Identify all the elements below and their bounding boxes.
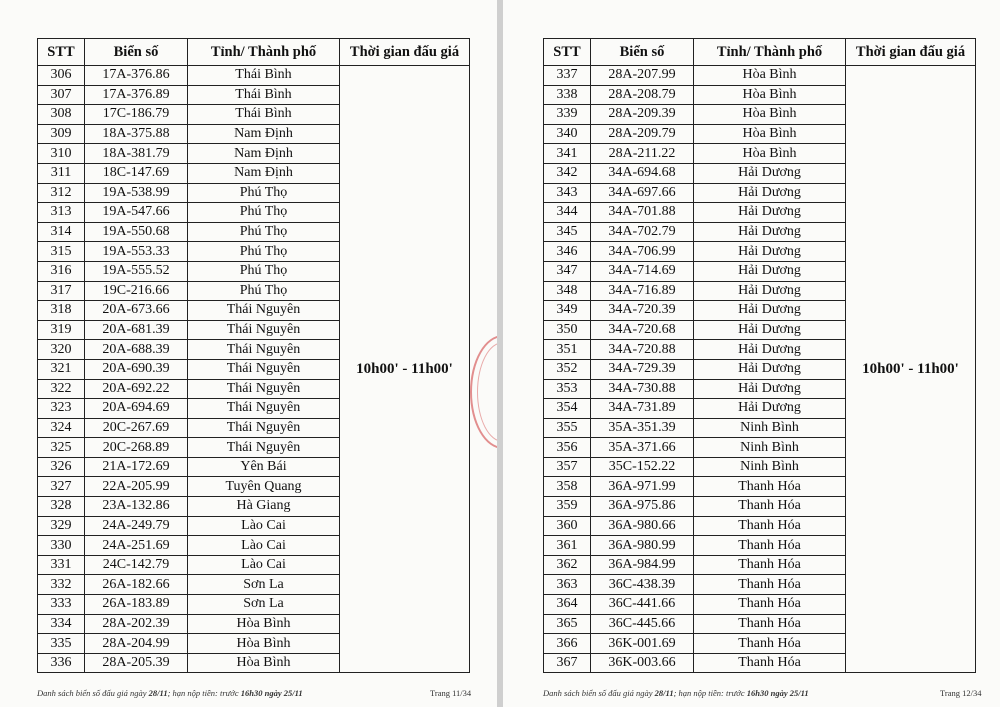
plate-cell: 20A-681.39: [85, 320, 188, 340]
plate-cell: 17C-186.79: [85, 105, 188, 125]
province-cell: Thái Nguyên: [188, 399, 340, 419]
plate-cell: 36C-445.66: [591, 614, 694, 634]
stt-cell: 319: [38, 320, 85, 340]
footer-date: 28/11: [148, 688, 168, 698]
province-cell: Thanh Hóa: [694, 536, 846, 556]
header-province: Tỉnh/ Thành phố: [694, 39, 846, 66]
province-cell: Thanh Hóa: [694, 497, 846, 517]
stt-cell: 344: [544, 203, 591, 223]
header-stt: STT: [38, 39, 85, 66]
stt-cell: 333: [38, 595, 85, 615]
province-cell: Nam Định: [188, 144, 340, 164]
province-cell: Hà Giang: [188, 497, 340, 517]
province-cell: Thái Bình: [188, 105, 340, 125]
province-cell: Sơn La: [188, 595, 340, 615]
footer-deadline: 16h30 ngày 25/11: [746, 688, 809, 698]
province-cell: Hải Dương: [694, 281, 846, 301]
province-cell: Hòa Bình: [188, 634, 340, 654]
page-number: Trang 12/34: [940, 688, 982, 698]
province-cell: Hòa Bình: [694, 105, 846, 125]
stt-cell: 365: [544, 614, 591, 634]
plate-cell: 18A-381.79: [85, 144, 188, 164]
province-cell: Hải Dương: [694, 261, 846, 281]
plate-cell: 20A-688.39: [85, 340, 188, 360]
plate-cell: 28A-205.39: [85, 653, 188, 673]
plate-cell: 26A-182.66: [85, 575, 188, 595]
province-cell: Phú Thọ: [188, 222, 340, 242]
province-cell: Hải Dương: [694, 399, 846, 419]
document-page-right: [503, 0, 1000, 707]
stt-cell: 350: [544, 320, 591, 340]
plate-cell: 34A-731.89: [591, 399, 694, 419]
province-cell: Thanh Hóa: [694, 477, 846, 497]
stt-cell: 310: [38, 144, 85, 164]
province-cell: Thái Nguyên: [188, 301, 340, 321]
province-cell: Hải Dương: [694, 163, 846, 183]
plate-cell: 34A-720.88: [591, 340, 694, 360]
plate-cell: 24C-142.79: [85, 555, 188, 575]
stt-cell: 327: [38, 477, 85, 497]
province-cell: Hòa Bình: [694, 144, 846, 164]
plate-cell: 17A-376.89: [85, 85, 188, 105]
stt-cell: 345: [544, 222, 591, 242]
stt-cell: 355: [544, 418, 591, 438]
province-cell: Thái Bình: [188, 66, 340, 86]
plate-cell: 34A-701.88: [591, 203, 694, 223]
plate-table-left: [37, 38, 470, 673]
province-cell: Hải Dương: [694, 242, 846, 262]
plate-cell: 26A-183.89: [85, 595, 188, 615]
stt-cell: 366: [544, 634, 591, 654]
plate-cell: 36A-984.99: [591, 555, 694, 575]
header-plate: Biển số: [85, 39, 188, 66]
auction-time-cell: 10h00' - 11h00': [846, 66, 976, 673]
province-cell: Phú Thọ: [188, 203, 340, 223]
stt-cell: 352: [544, 359, 591, 379]
plate-cell: 21A-172.69: [85, 457, 188, 477]
province-cell: Thái Nguyên: [188, 359, 340, 379]
stt-cell: 347: [544, 261, 591, 281]
province-cell: Nam Định: [188, 163, 340, 183]
stt-cell: 316: [38, 261, 85, 281]
stt-cell: 314: [38, 222, 85, 242]
province-cell: Hòa Bình: [694, 66, 846, 86]
province-cell: Nam Định: [188, 124, 340, 144]
province-cell: Thanh Hóa: [694, 634, 846, 654]
province-cell: Lào Cai: [188, 516, 340, 536]
plate-cell: 35A-371.66: [591, 438, 694, 458]
province-cell: Hòa Bình: [694, 85, 846, 105]
plate-cell: 34A-694.68: [591, 163, 694, 183]
stt-cell: 326: [38, 457, 85, 477]
stt-cell: 362: [544, 555, 591, 575]
plate-cell: 34A-716.89: [591, 281, 694, 301]
plate-cell: 18A-375.88: [85, 124, 188, 144]
province-cell: Ninh Bình: [694, 457, 846, 477]
plate-cell: 35C-152.22: [591, 457, 694, 477]
footer-prefix: Danh sách biển số đấu giá ngày: [543, 688, 655, 698]
stt-cell: 325: [38, 438, 85, 458]
stt-cell: 335: [38, 634, 85, 654]
plate-cell: 28A-209.39: [591, 105, 694, 125]
stt-cell: 339: [544, 105, 591, 125]
province-cell: Ninh Bình: [694, 438, 846, 458]
page-number: Trang 11/34: [430, 688, 472, 698]
stt-cell: 317: [38, 281, 85, 301]
stt-cell: 340: [544, 124, 591, 144]
stt-cell: 367: [544, 653, 591, 673]
plate-cell: 34A-697.66: [591, 183, 694, 203]
stt-cell: 329: [38, 516, 85, 536]
province-cell: Phú Thọ: [188, 261, 340, 281]
plate-cell: 20A-690.39: [85, 359, 188, 379]
province-cell: Lào Cai: [188, 555, 340, 575]
stt-cell: 337: [544, 66, 591, 86]
plate-cell: 20C-268.89: [85, 438, 188, 458]
stt-cell: 363: [544, 575, 591, 595]
stt-cell: 321: [38, 359, 85, 379]
stt-cell: 334: [38, 614, 85, 634]
stt-cell: 357: [544, 457, 591, 477]
province-cell: Hải Dương: [694, 320, 846, 340]
plate-cell: 24A-249.79: [85, 516, 188, 536]
stt-cell: 354: [544, 399, 591, 419]
footer-date: 28/11: [654, 688, 674, 698]
footer-deadline: 16h30 ngày 25/11: [240, 688, 303, 698]
stt-cell: 311: [38, 163, 85, 183]
plate-cell: 36A-980.99: [591, 536, 694, 556]
stt-cell: 343: [544, 183, 591, 203]
province-cell: Yên Bái: [188, 457, 340, 477]
auction-time-cell: 10h00' - 11h00': [340, 66, 470, 673]
stt-cell: 308: [38, 105, 85, 125]
stt-cell: 318: [38, 301, 85, 321]
province-cell: Hòa Bình: [188, 653, 340, 673]
plate-cell: 24A-251.69: [85, 536, 188, 556]
plate-cell: 36C-438.39: [591, 575, 694, 595]
footer-prefix: Danh sách biển số đấu giá ngày: [37, 688, 149, 698]
province-cell: Thanh Hóa: [694, 653, 846, 673]
plate-cell: 35A-351.39: [591, 418, 694, 438]
header-plate: Biển số: [591, 39, 694, 66]
plate-cell: 19C-216.66: [85, 281, 188, 301]
footer-middle: ; hạn nộp tiền: trước: [167, 688, 241, 698]
stt-cell: 312: [38, 183, 85, 203]
province-cell: Hải Dương: [694, 379, 846, 399]
stt-cell: 346: [544, 242, 591, 262]
stt-cell: 348: [544, 281, 591, 301]
stt-cell: 330: [38, 536, 85, 556]
province-cell: Hòa Bình: [694, 124, 846, 144]
plate-cell: 23A-132.86: [85, 497, 188, 517]
plate-cell: 28A-209.79: [591, 124, 694, 144]
stt-cell: 349: [544, 301, 591, 321]
province-cell: Hòa Bình: [188, 614, 340, 634]
plate-cell: 17A-376.86: [85, 66, 188, 86]
province-cell: Thanh Hóa: [694, 614, 846, 634]
stt-cell: 358: [544, 477, 591, 497]
stt-cell: 359: [544, 497, 591, 517]
plate-cell: 28A-211.22: [591, 144, 694, 164]
stt-cell: 324: [38, 418, 85, 438]
plate-cell: 28A-207.99: [591, 66, 694, 86]
province-cell: Thanh Hóa: [694, 555, 846, 575]
plate-cell: 36A-980.66: [591, 516, 694, 536]
table-header-row: [38, 39, 470, 66]
plate-cell: 34A-720.39: [591, 301, 694, 321]
province-cell: Thanh Hóa: [694, 595, 846, 615]
table-row: [544, 66, 976, 86]
province-cell: Thanh Hóa: [694, 575, 846, 595]
stt-cell: 306: [38, 66, 85, 86]
plate-cell: 36K-003.66: [591, 653, 694, 673]
stt-cell: 320: [38, 340, 85, 360]
stt-cell: 356: [544, 438, 591, 458]
table-row: [38, 66, 470, 86]
header-province: Tỉnh/ Thành phố: [188, 39, 340, 66]
document-page-left: [0, 0, 497, 707]
header-time: Thời gian đấu giá: [340, 39, 470, 66]
stt-cell: 360: [544, 516, 591, 536]
stt-cell: 331: [38, 555, 85, 575]
plate-cell: 20A-694.69: [85, 399, 188, 419]
table-header-row: [544, 39, 976, 66]
province-cell: Thái Nguyên: [188, 438, 340, 458]
province-cell: Thanh Hóa: [694, 516, 846, 536]
province-cell: Thái Bình: [188, 85, 340, 105]
stt-cell: 313: [38, 203, 85, 223]
province-cell: Hải Dương: [694, 301, 846, 321]
province-cell: Thái Nguyên: [188, 379, 340, 399]
plate-cell: 34A-702.79: [591, 222, 694, 242]
stt-cell: 342: [544, 163, 591, 183]
page-footer-note: [37, 688, 303, 698]
province-cell: Hải Dương: [694, 359, 846, 379]
plate-cell: 20A-673.66: [85, 301, 188, 321]
header-time: Thời gian đấu giá: [846, 39, 976, 66]
province-cell: Hải Dương: [694, 203, 846, 223]
plate-cell: 28A-204.99: [85, 634, 188, 654]
plate-cell: 36K-001.69: [591, 634, 694, 654]
province-cell: Phú Thọ: [188, 242, 340, 262]
plate-cell: 20C-267.69: [85, 418, 188, 438]
province-cell: Hải Dương: [694, 183, 846, 203]
footer-middle: ; hạn nộp tiền: trước: [673, 688, 747, 698]
stt-cell: 309: [38, 124, 85, 144]
stt-cell: 307: [38, 85, 85, 105]
stt-cell: 332: [38, 575, 85, 595]
province-cell: Sơn La: [188, 575, 340, 595]
header-stt: STT: [544, 39, 591, 66]
stt-cell: 353: [544, 379, 591, 399]
stt-cell: 336: [38, 653, 85, 673]
province-cell: Thái Nguyên: [188, 340, 340, 360]
stt-cell: 328: [38, 497, 85, 517]
province-cell: Hải Dương: [694, 340, 846, 360]
page-footer-note: [543, 688, 809, 698]
plate-cell: 36A-975.86: [591, 497, 694, 517]
province-cell: Hải Dương: [694, 222, 846, 242]
stt-cell: 322: [38, 379, 85, 399]
province-cell: Phú Thọ: [188, 183, 340, 203]
province-cell: Phú Thọ: [188, 281, 340, 301]
plate-cell: 19A-538.99: [85, 183, 188, 203]
stt-cell: 364: [544, 595, 591, 615]
plate-cell: 19A-550.68: [85, 222, 188, 242]
province-cell: Thái Nguyên: [188, 418, 340, 438]
province-cell: Lào Cai: [188, 536, 340, 556]
plate-cell: 18C-147.69: [85, 163, 188, 183]
province-cell: Ninh Bình: [694, 418, 846, 438]
stt-cell: 361: [544, 536, 591, 556]
plate-cell: 34A-714.69: [591, 261, 694, 281]
plate-table-right: [543, 38, 976, 673]
plate-cell: 22A-205.99: [85, 477, 188, 497]
plate-cell: 28A-202.39: [85, 614, 188, 634]
plate-cell: 34A-706.99: [591, 242, 694, 262]
plate-cell: 19A-547.66: [85, 203, 188, 223]
plate-cell: 36A-971.99: [591, 477, 694, 497]
plate-cell: 20A-692.22: [85, 379, 188, 399]
plate-cell: 19A-555.52: [85, 261, 188, 281]
stt-cell: 323: [38, 399, 85, 419]
stt-cell: 351: [544, 340, 591, 360]
stt-cell: 341: [544, 144, 591, 164]
province-cell: Tuyên Quang: [188, 477, 340, 497]
plate-cell: 34A-729.39: [591, 359, 694, 379]
plate-cell: 19A-553.33: [85, 242, 188, 262]
stt-cell: 338: [544, 85, 591, 105]
plate-cell: 28A-208.79: [591, 85, 694, 105]
stt-cell: 315: [38, 242, 85, 262]
plate-cell: 34A-720.68: [591, 320, 694, 340]
plate-cell: 36C-441.66: [591, 595, 694, 615]
province-cell: Thái Nguyên: [188, 320, 340, 340]
plate-cell: 34A-730.88: [591, 379, 694, 399]
